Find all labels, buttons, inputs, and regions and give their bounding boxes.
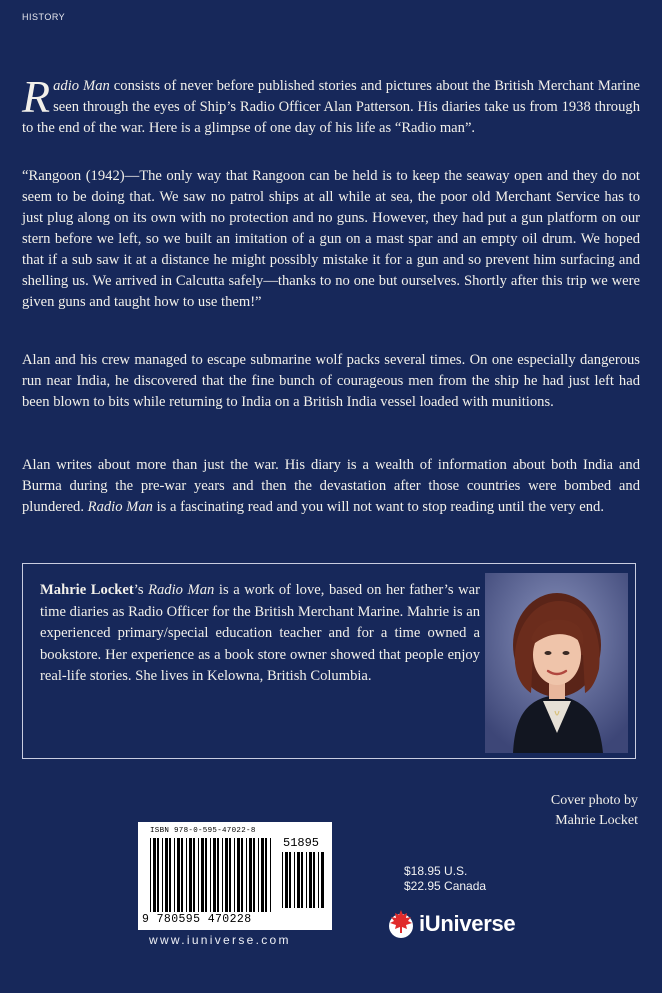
price-code: 51895	[283, 836, 320, 850]
closing-paragraph	[22, 455, 640, 518]
author-bio	[40, 580, 480, 688]
price-canada: $22.95 Canada	[404, 879, 487, 893]
addon-barcode-bars	[282, 852, 326, 908]
credit-line-2: Mahrie Locket	[555, 813, 638, 828]
book-title-inline: adio Man	[53, 78, 110, 94]
closing-text-a: Alan writes about more than just the war. His diary is a wealth of information about both India and Burma during the pre-war years and then the devastation after those countries were bombed and plundered.	[22, 457, 640, 515]
drop-cap: R	[22, 71, 51, 122]
isbn-label: ISBN 978-0-595-47022-8	[150, 827, 256, 835]
credit-line-1: Cover photo by	[550, 793, 638, 808]
publisher-name: iUniverse	[419, 911, 516, 936]
isbn-barcode	[138, 822, 332, 930]
author-photo	[485, 573, 628, 753]
price-us: $18.95 U.S.	[404, 864, 468, 878]
author-possessive: ’s	[133, 582, 149, 598]
publisher-website: www.iuniverse.com	[149, 933, 291, 947]
book-title-inline: Radio Man	[87, 499, 153, 515]
cover-photo-credit	[480, 791, 638, 831]
author-bio-text: is a work of love, based on her father’s war time diaries as Radio Officer for the British Merchant Marine. Mahrie is an experienced primary/special education teacher and for a time owned a bookstore. Her experience as a book store owner showed that people enjoy real-life stories. She lives in Kelowna, British Columbia.	[40, 582, 480, 685]
intro-paragraph	[22, 71, 640, 139]
maple-leaf-icon	[385, 908, 415, 940]
intro-text: consists of never before published stories and pictures about the British Merchant Marine seen through the eyes of Ship’s Radio Officer Alan Patterson. His diaries take us from 1938 through to the end of the war. Here is a glimpse of one day of his life as “Radio man”.	[22, 78, 640, 136]
wolf-packs-paragraph: Alan and his crew managed to escape submarine wolf packs several times. On one especially dangerous run near India, he discovered that the fine bunch of courageous men from the ship he had just left had been blown to bits while returning to India on a British India vessel loaded with munitions.	[22, 352, 640, 410]
ean-barcode-bars	[150, 838, 274, 912]
author-bio-box	[22, 563, 636, 759]
author-portrait-illustration	[485, 573, 628, 753]
price-list	[404, 864, 486, 894]
book-title-inline: Radio Man	[148, 582, 215, 598]
isbn-digits: 9 780595 470228	[142, 913, 252, 926]
author-name: Mahrie Locket	[40, 582, 134, 598]
closing-text-b: is a fascinating read and you will not want to stop reading until the very end.	[152, 499, 605, 515]
diary-excerpt-paragraph: “Rangoon (1942)—The only way that Rangoon can be held is to keep the seaway open and they do not seem to be doing that. We saw no patrol ships at all while at sea, the poor old Merchant Service has to just plug along on its own with no protection and no guns. However, they had put a gun platform on our stern before we left, so we built an imitation of a gun on a mast spar and an empty oil drum. We hoped that if a sub saw it at a distance he might possibly mistake it for a gun and so prevent him surfacing and shelling us. We arrived in Calcutta safely—thanks to no one but ourselves. Shortly after this trip we were given guns and taught how to use them!”	[22, 168, 640, 310]
category-label: HISTORY	[22, 12, 66, 22]
publisher-logo	[385, 906, 515, 942]
